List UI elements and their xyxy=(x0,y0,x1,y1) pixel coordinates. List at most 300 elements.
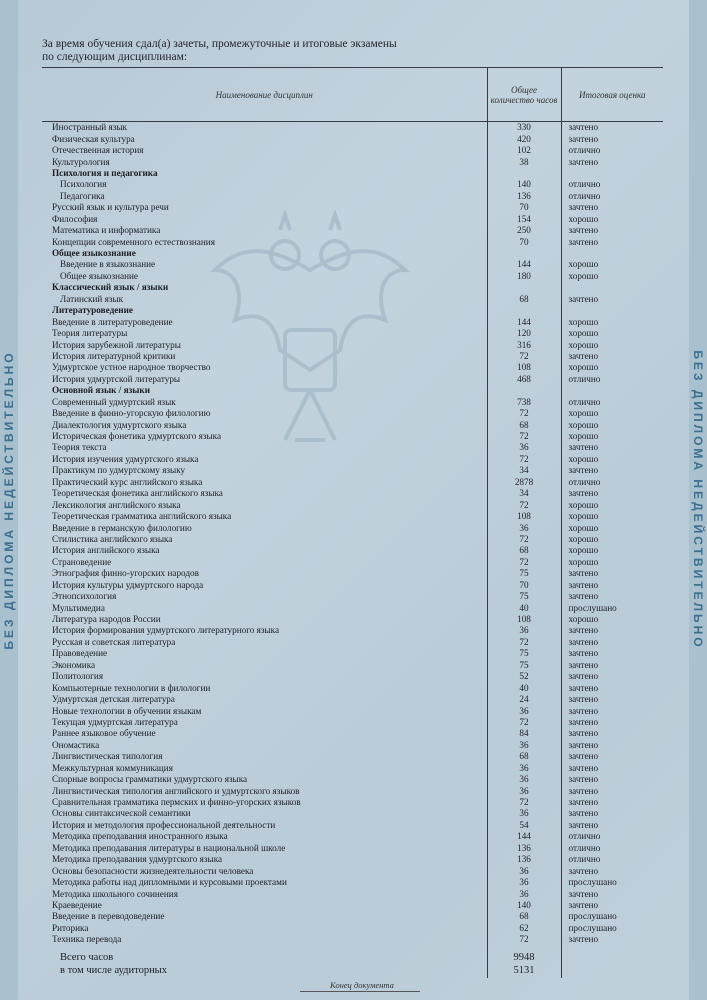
grade-value: прослушано xyxy=(568,922,617,933)
hours-value: 250 xyxy=(487,225,561,236)
totals-label: Всего часов xyxy=(60,952,114,963)
grade-value: зачтено xyxy=(568,579,599,590)
discipline-name: Теория литературы xyxy=(52,328,128,339)
discipline-name: Математика и информатика xyxy=(52,225,161,236)
grade-value: зачтено xyxy=(568,202,599,213)
hours-value xyxy=(487,248,561,259)
grade-value: зачтено xyxy=(568,785,599,796)
table-row xyxy=(42,888,663,899)
table-row xyxy=(42,625,663,636)
totals-value: 9948 xyxy=(487,952,561,965)
grade-value: хорошо xyxy=(568,419,599,430)
hours-value: 70 xyxy=(487,236,561,247)
disciplines-table xyxy=(42,67,663,978)
grade-value: хорошо xyxy=(568,408,599,419)
grade-value: зачтено xyxy=(568,728,599,739)
table-row xyxy=(42,248,663,259)
discipline-name: История изучения удмуртского языка xyxy=(52,453,199,464)
hours-value: 70 xyxy=(487,580,561,591)
grade-value: зачтено xyxy=(568,442,599,453)
hours-value: 330 xyxy=(487,122,561,134)
grade-value: хорошо xyxy=(568,614,599,625)
grade-value: отлично xyxy=(568,842,601,853)
hours-value: 52 xyxy=(487,671,561,682)
totals-empty-cell xyxy=(561,965,663,978)
discipline-name: Русская и советская литература xyxy=(52,636,176,647)
discipline-name: Общее языкознание xyxy=(52,248,136,259)
table-row xyxy=(42,660,663,671)
table-row xyxy=(42,614,663,625)
grade-value: отлично xyxy=(568,373,601,384)
table-row xyxy=(42,694,663,705)
hours-value: 72 xyxy=(487,534,561,545)
grade-value: хорошо xyxy=(568,499,599,510)
grade-value: отлично xyxy=(568,190,601,201)
table-row xyxy=(42,705,663,716)
grade-value: зачтено xyxy=(568,236,599,247)
discipline-name: Новые технологии в обучении языкам xyxy=(52,705,202,716)
discipline-name: История удмуртской литературы xyxy=(52,373,181,384)
table-row xyxy=(42,568,663,579)
discipline-name: Психология и педагогика xyxy=(52,167,158,178)
side-watermark-text-left: БЕЗ ДИПЛОМА НЕДЕЙСТВИТЕЛЬНО xyxy=(2,350,16,650)
discipline-name: Межкультурная коммуникация xyxy=(52,762,173,773)
table-row xyxy=(42,431,663,442)
end-of-document-label: Конец документа xyxy=(330,980,394,990)
grade-value: хорошо xyxy=(568,511,599,522)
discipline-name: Удмуртская детская литература xyxy=(52,694,175,705)
table-row xyxy=(42,534,663,545)
table-row xyxy=(42,339,663,350)
table-row xyxy=(42,477,663,488)
discipline-name: Методика школьного сочинения xyxy=(52,888,178,899)
discipline-name: Классический язык / языки xyxy=(52,282,169,293)
grade-value: зачтено xyxy=(568,293,599,304)
hours-value: 36 xyxy=(487,740,561,751)
grade-value: отлично xyxy=(568,396,601,407)
table-row xyxy=(42,843,663,854)
discipline-name: Удмуртское устное народное творчество xyxy=(52,362,211,373)
table-row xyxy=(42,591,663,602)
discipline-name: Основы безопасности жизнедеятельности человека xyxy=(52,865,254,876)
grade-value: хорошо xyxy=(568,545,599,556)
grade-value xyxy=(561,282,663,293)
discipline-name: Методика работы над дипломными и курсовыми проектами xyxy=(52,877,287,888)
hours-value: 36 xyxy=(487,774,561,785)
hours-value: 24 xyxy=(487,694,561,705)
hours-value: 68 xyxy=(487,751,561,762)
hours-value: 136 xyxy=(487,843,561,854)
hours-value xyxy=(487,168,561,179)
grade-value: зачтено xyxy=(568,751,599,762)
discipline-name: Лингвистическая типология xyxy=(52,751,163,762)
hours-value: 136 xyxy=(487,854,561,865)
grade-value: зачтено xyxy=(568,774,599,785)
hours-value: 62 xyxy=(487,923,561,934)
hours-value: 36 xyxy=(487,785,561,796)
table-row xyxy=(42,900,663,911)
hours-value xyxy=(487,282,561,293)
grade-value: зачтено xyxy=(568,591,599,602)
hours-value: 72 xyxy=(487,454,561,465)
table-row xyxy=(42,820,663,831)
discipline-name: Русский язык и культура речи xyxy=(52,202,169,213)
table-row xyxy=(42,728,663,739)
table-row xyxy=(42,717,663,728)
discipline-name: Физическая культура xyxy=(52,133,135,144)
discipline-name: Культурология xyxy=(52,156,110,167)
hours-value: 54 xyxy=(487,820,561,831)
discipline-name: История формирования удмуртского литературного языка xyxy=(52,625,280,636)
table-row xyxy=(42,179,663,190)
discipline-name: Концепции современного естествознания xyxy=(52,236,215,247)
discipline-name: Страноведение xyxy=(52,556,112,567)
grade-value: зачтено xyxy=(568,625,599,636)
grade-value: зачтено xyxy=(568,888,599,899)
hours-value: 36 xyxy=(487,877,561,888)
grade-value: зачтено xyxy=(568,122,599,133)
discipline-name: Этнопсихология xyxy=(52,591,117,602)
discipline-name: Краеведение xyxy=(52,899,102,910)
grade-value: зачтено xyxy=(568,808,599,819)
grade-value: хорошо xyxy=(568,453,599,464)
table-header-row xyxy=(42,68,663,122)
grade-value: прослушано xyxy=(568,877,617,888)
table-row xyxy=(42,316,663,327)
table-row xyxy=(42,785,663,796)
table-row xyxy=(42,168,663,179)
table-row xyxy=(42,877,663,888)
discipline-name: Диалектология удмуртского языка xyxy=(52,419,187,430)
discipline-name: Современный удмуртский язык xyxy=(52,396,176,407)
hours-value: 36 xyxy=(487,522,561,533)
totals-label: в том числе аудиторных xyxy=(60,965,167,976)
discipline-name: Правоведение xyxy=(52,648,108,659)
grade-value: зачтено xyxy=(568,648,599,659)
table-row xyxy=(42,282,663,293)
discipline-name: История зарубежной литературы xyxy=(52,339,181,350)
discipline-name: Политология xyxy=(52,671,104,682)
hours-value: 36 xyxy=(487,625,561,636)
hours-value: 144 xyxy=(487,831,561,842)
table-row xyxy=(42,236,663,247)
grade-value: хорошо xyxy=(568,431,599,442)
discipline-name: Мультимедиа xyxy=(52,602,105,613)
discipline-name: Методика преподавания литературы в национальной школе xyxy=(52,842,286,853)
discipline-name: Литературоведение xyxy=(52,305,133,316)
discipline-name: Этнография финно-угорских народов xyxy=(52,568,199,579)
grade-value: отлично xyxy=(568,145,601,156)
table-row xyxy=(42,465,663,476)
grade-value: зачтено xyxy=(568,350,599,361)
table-row xyxy=(42,271,663,282)
hours-value: 144 xyxy=(487,259,561,270)
hours-value: 75 xyxy=(487,568,561,579)
table-row xyxy=(42,808,663,819)
table-row xyxy=(42,740,663,751)
grade-value: зачтено xyxy=(568,659,599,670)
discipline-name: Теоретическая грамматика английского языка xyxy=(52,511,232,522)
discipline-name: Введение в германскую филологию xyxy=(52,522,192,533)
hours-value: 36 xyxy=(487,763,561,774)
hours-value: 72 xyxy=(487,499,561,510)
grade-value: зачтено xyxy=(568,865,599,876)
discipline-name: Общее языкознание xyxy=(60,270,138,281)
table-row xyxy=(42,351,663,362)
table-row xyxy=(42,751,663,762)
hours-value: 38 xyxy=(487,156,561,167)
hours-value: 72 xyxy=(487,351,561,362)
grade-value: хорошо xyxy=(568,339,599,350)
table-row xyxy=(42,854,663,865)
hours-value: 36 xyxy=(487,888,561,899)
grade-value xyxy=(561,305,663,316)
discipline-name: Техника перевода xyxy=(52,934,122,945)
end-divider xyxy=(300,991,420,992)
discipline-name: Педагогика xyxy=(60,190,105,201)
discipline-name: Ономастика xyxy=(52,739,100,750)
hours-value: 70 xyxy=(487,202,561,213)
grade-value: хорошо xyxy=(568,362,599,373)
table-row xyxy=(42,133,663,144)
table-row xyxy=(42,545,663,556)
totals-row xyxy=(42,952,663,965)
hours-value: 68 xyxy=(487,294,561,305)
grade-value: зачтено xyxy=(568,716,599,727)
discipline-name: Латинский язык xyxy=(60,293,124,304)
grade-value: зачтено xyxy=(568,705,599,716)
discipline-name: Философия xyxy=(52,213,98,224)
hours-value: 36 xyxy=(487,705,561,716)
grade-value: зачтено xyxy=(568,739,599,750)
grade-value: хорошо xyxy=(568,533,599,544)
column-header-grade: Итоговая оценка xyxy=(561,68,663,122)
grade-value: отлично xyxy=(568,831,601,842)
discipline-name: Компьютерные технологии в филологии xyxy=(52,682,211,693)
discipline-name: История и методология профессиональной деятельности xyxy=(52,819,276,830)
discipline-name: Лексикология английского языка xyxy=(52,499,181,510)
grade-value xyxy=(561,248,663,259)
hours-value: 36 xyxy=(487,808,561,819)
discipline-name: Введение в финно-угорскую филологию xyxy=(52,408,211,419)
table-row xyxy=(42,934,663,945)
hours-value: 140 xyxy=(487,900,561,911)
table-row xyxy=(42,419,663,430)
discipline-name: Методика преподавания удмуртского языка xyxy=(52,854,223,865)
hours-value: 40 xyxy=(487,602,561,613)
hours-value: 108 xyxy=(487,362,561,373)
table-row xyxy=(42,397,663,408)
table-row xyxy=(42,259,663,270)
column-header-name: Наименование дисциплин xyxy=(42,68,487,122)
table-row xyxy=(42,865,663,876)
grade-value: зачтено xyxy=(568,465,599,476)
grade-value: зачтено xyxy=(568,225,599,236)
grade-value: зачтено xyxy=(568,797,599,808)
hours-value: 316 xyxy=(487,339,561,350)
grade-value: зачтено xyxy=(568,156,599,167)
table-row xyxy=(42,557,663,568)
table-row xyxy=(42,602,663,613)
table-row xyxy=(42,499,663,510)
table-row xyxy=(42,580,663,591)
hours-value xyxy=(487,385,561,396)
hours-value: 154 xyxy=(487,214,561,225)
grade-value: отлично xyxy=(568,476,601,487)
discipline-name: Введение в переводоведение xyxy=(52,911,165,922)
discipline-name: Отечественная история xyxy=(52,145,144,156)
hours-value: 72 xyxy=(487,637,561,648)
hours-value: 72 xyxy=(487,431,561,442)
hours-value: 36 xyxy=(487,865,561,876)
discipline-name: Методика преподавания иностранного языка xyxy=(52,831,228,842)
hours-value: 34 xyxy=(487,465,561,476)
hours-value: 84 xyxy=(487,728,561,739)
hours-value: 2878 xyxy=(487,477,561,488)
table-row xyxy=(42,305,663,316)
grade-value: зачтено xyxy=(568,819,599,830)
discipline-name: История английского языка xyxy=(52,545,160,556)
grade-value: отлично xyxy=(568,179,601,190)
grade-value: хорошо xyxy=(568,259,599,270)
table-row xyxy=(42,522,663,533)
table-row xyxy=(42,637,663,648)
totals-empty-cell xyxy=(561,952,663,965)
discipline-name: Спорные вопросы грамматики удмуртского языка xyxy=(52,774,248,785)
discipline-name: Теоретическая фонетика английского языка xyxy=(52,488,223,499)
table-row xyxy=(42,923,663,934)
table-row xyxy=(42,202,663,213)
table-row xyxy=(42,648,663,659)
heading-line-1: За время обучения сдал(а) зачеты, промежуточные и итоговые экзамены xyxy=(42,38,397,50)
grade-value: зачтено xyxy=(568,899,599,910)
hours-value: 75 xyxy=(487,648,561,659)
discipline-name: Практикум по удмуртскому языку xyxy=(52,465,186,476)
table-row xyxy=(42,145,663,156)
grade-value: хорошо xyxy=(568,213,599,224)
discipline-name: Экономика xyxy=(52,659,96,670)
grade-value: зачтено xyxy=(568,762,599,773)
table-row xyxy=(42,374,663,385)
hours-value: 738 xyxy=(487,397,561,408)
grade-value: зачтено xyxy=(568,682,599,693)
grade-value xyxy=(561,385,663,396)
hours-value: 72 xyxy=(487,408,561,419)
hours-value: 72 xyxy=(487,934,561,945)
heading-line-2: по следующим дисциплинам: xyxy=(42,51,188,63)
discipline-name: Текущая удмуртская литература xyxy=(52,716,178,727)
grade-value: прослушано xyxy=(568,602,617,613)
hours-value xyxy=(487,305,561,316)
table-row xyxy=(42,774,663,785)
hours-value: 75 xyxy=(487,660,561,671)
totals-row xyxy=(42,965,663,978)
grade-value: зачтено xyxy=(568,133,599,144)
hours-value: 102 xyxy=(487,145,561,156)
document-heading xyxy=(42,38,397,64)
hours-value: 68 xyxy=(487,419,561,430)
grade-value: зачтено xyxy=(568,694,599,705)
hours-value: 108 xyxy=(487,614,561,625)
table-row xyxy=(42,671,663,682)
table-row xyxy=(42,214,663,225)
discipline-name: Основы синтаксической семантики xyxy=(52,808,191,819)
hours-value: 180 xyxy=(487,271,561,282)
hours-value: 40 xyxy=(487,682,561,693)
table-row xyxy=(42,362,663,373)
table-row xyxy=(42,797,663,808)
table-row xyxy=(42,831,663,842)
hours-value: 68 xyxy=(487,545,561,556)
table-row xyxy=(42,294,663,305)
grade-value: прослушано xyxy=(568,911,617,922)
hours-value: 72 xyxy=(487,717,561,728)
table-row xyxy=(42,682,663,693)
discipline-name: Сравнительная грамматика пермских и финно-угорских языков xyxy=(52,797,301,808)
table-row xyxy=(42,763,663,774)
hours-value: 144 xyxy=(487,316,561,327)
hours-value: 468 xyxy=(487,374,561,385)
table-row xyxy=(42,408,663,419)
grade-value: зачтено xyxy=(568,934,599,945)
grade-value: зачтено xyxy=(568,636,599,647)
table-row xyxy=(42,328,663,339)
table-row xyxy=(42,191,663,202)
hours-value: 68 xyxy=(487,911,561,922)
discipline-name: Историческая фонетика удмуртского языка xyxy=(52,431,222,442)
hours-value: 136 xyxy=(487,191,561,202)
discipline-name: Введение в языкознание xyxy=(60,259,156,270)
discipline-name: Стилистика английского языка xyxy=(52,533,173,544)
table-row xyxy=(42,385,663,396)
grade-value: хорошо xyxy=(568,328,599,339)
grade-value: хорошо xyxy=(568,522,599,533)
discipline-name: Психология xyxy=(60,179,107,190)
hours-value: 36 xyxy=(487,442,561,453)
table-row xyxy=(42,122,663,134)
hours-value: 120 xyxy=(487,328,561,339)
grade-value: зачтено xyxy=(568,568,599,579)
discipline-name: Лингвистическая типология английского и удмуртского языков xyxy=(52,785,300,796)
discipline-name: Раннее языковое обучение xyxy=(52,728,156,739)
table-row xyxy=(42,156,663,167)
hours-value: 420 xyxy=(487,133,561,144)
table-row xyxy=(42,454,663,465)
discipline-name: История литературной критики xyxy=(52,350,176,361)
grade-value xyxy=(561,168,663,179)
table-row xyxy=(42,511,663,522)
grade-value: зачтено xyxy=(568,488,599,499)
hours-value: 108 xyxy=(487,511,561,522)
grade-value: хорошо xyxy=(568,556,599,567)
discipline-name: Литература народов России xyxy=(52,614,161,625)
hours-value: 72 xyxy=(487,797,561,808)
grade-value: отлично xyxy=(568,854,601,865)
grade-value: зачтено xyxy=(568,671,599,682)
table-row xyxy=(42,911,663,922)
totals-value: 5131 xyxy=(487,965,561,978)
grade-value: хорошо xyxy=(568,316,599,327)
column-header-hours: Общее количество часов xyxy=(487,68,561,122)
hours-value: 75 xyxy=(487,591,561,602)
table-row xyxy=(42,225,663,236)
discipline-name: Иностранный язык xyxy=(52,122,127,133)
table-body xyxy=(42,122,663,978)
discipline-name: Риторика xyxy=(52,922,89,933)
discipline-name: История культуры удмуртского народа xyxy=(52,579,204,590)
grade-value: хорошо xyxy=(568,270,599,281)
side-watermark-text-right: БЕЗ ДИПЛОМА НЕДЕЙСТВИТЕЛЬНО xyxy=(691,350,705,650)
